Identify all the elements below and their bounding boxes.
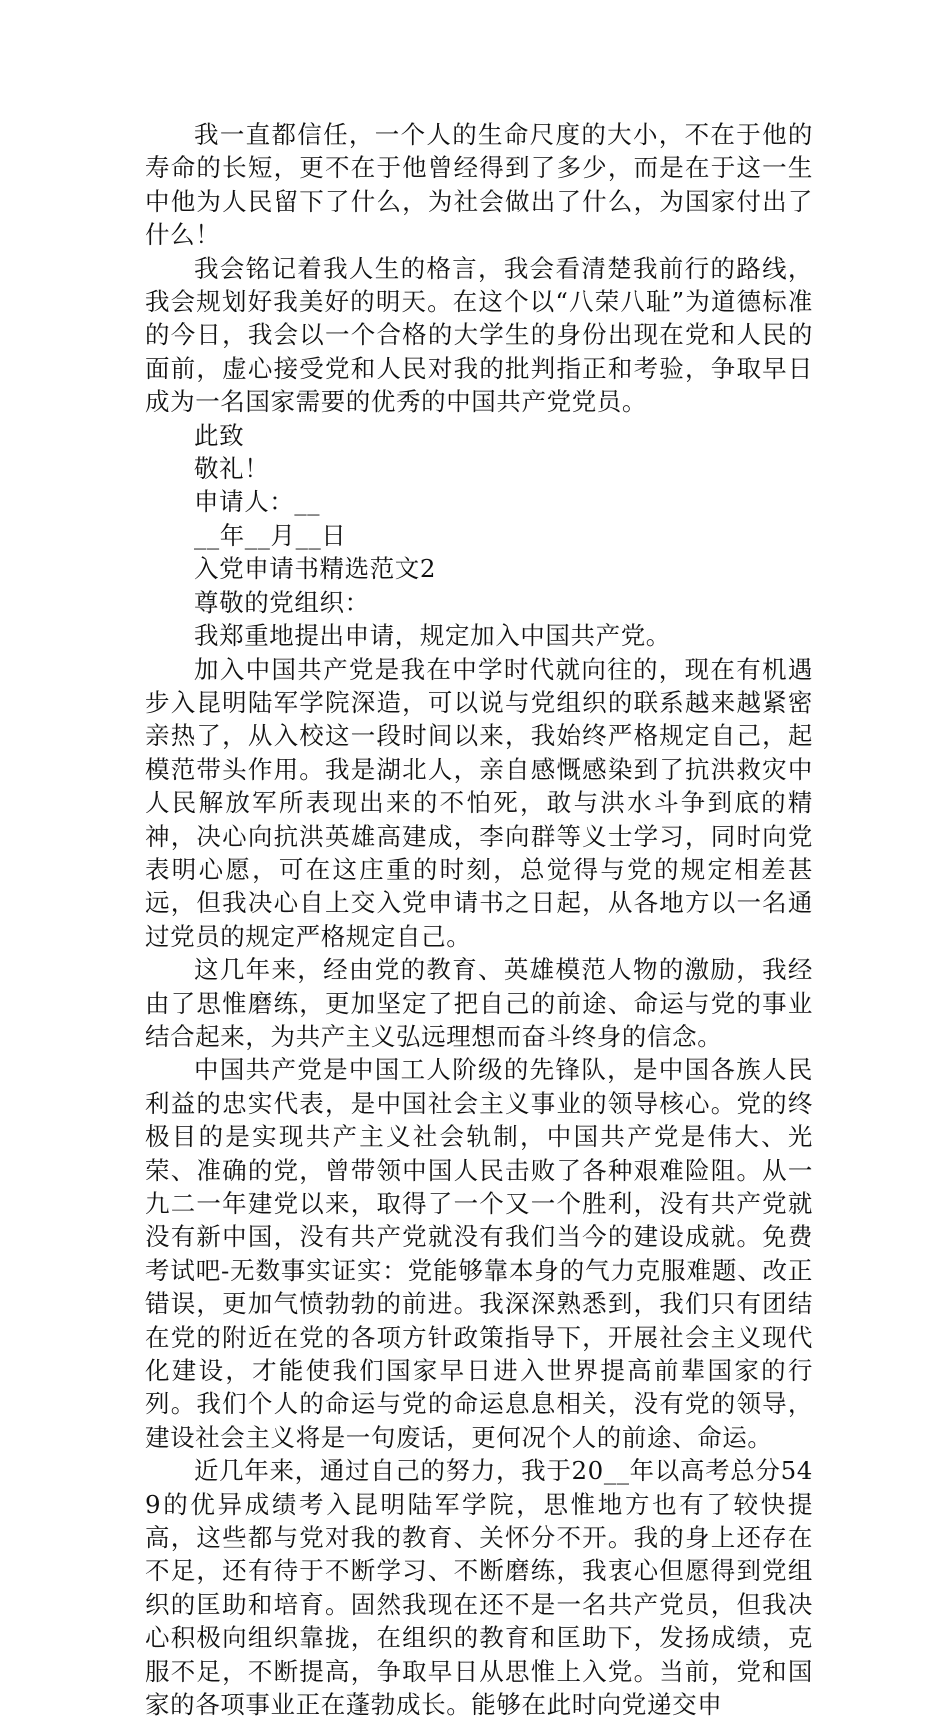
paragraph-motto: 我会铭记着我人生的格言，我会看清楚我前行的路线，我会规划好我美好的明天。在这个以“八荣八耻”为道德标准的今日，我会以一个合格的大学生的身份出现在党和人民的面前，虚心接受党和人民对我的批判指正和考验，争取早日成为一名国家需要的优秀的中国共产党党员。 [145, 253, 813, 417]
paragraph-application: 我郑重地提出申请，规定加入中国共产党。 [194, 621, 671, 651]
paragraph-education: 这几年来，经由党的教育、英雄模范人物的激励，我经由了思惟磨练，更加坚定了把自己的前途、命运与党的事业结合起来，为共产主义弘远理想而奋斗终身的信念。 [145, 955, 813, 1051]
applicant-line: 申请人：__ [194, 487, 321, 517]
document-body [145, 118, 813, 1722]
paragraph-party-intro: 中国共产党是中国工人阶级的先锋队，是中国各族人民利益的忠实代表，是中国社会主义事业的领导核心。党的终极目的是实现共产主义社会轨制，中国共产党是伟大、光荣、准确的党，曾带领中国人民击败了各种艰难险阻。从一九二一年建党以来，取得了一个又一个胜利，没有共产党就没有新中国，没有共产党就没有我们当今的建设成就。免费考试吧-无数事实证实：党能够靠本身的气力克服难题、改正错误，更加气愤勃勃的前进。我深深熟悉到，我们只有团结在党的附近在党的各项方针政策指导下，开展社会主义现代化建设，才能使我们国家早日进入世界提高前辈国家的行列。我们个人的命运与党的命运息息相关，没有党的领导，建设社会主义将是一句废话，更何况个人的前途、命运。 [145, 1055, 813, 1452]
paragraph-life-value: 我一直都信任，一个人的生命尺度的大小，不在于他的寿命的长短，更不在于他曾经得到了多少，而是在于这一生中他为人民留下了什么，为社会做出了什么，为国家付出了什么！ [145, 120, 813, 250]
date-line: __年__月__日 [194, 520, 347, 550]
closing-regards: 敬礼！ [194, 454, 270, 484]
paragraph-recent-years: 近几年来，通过自己的努力，我于20__年以高考总分549的优异成绩考入昆明陆军学院，思惟地方也有了较快提高，这些都与党对我的教育、关怀分不开。我的身上还存在不足，还有待于不断学习、不断磨练，我衷心但愿得到党组织的匡助和培育。固然我现在还不是一名共产党员，但我决心积极向组织靠拢，在组织的教育和匡助下，发扬成绩，克服不足，不断提高，争取早日从思惟上入党。当前，党和国家的各项事业正在蓬勃成长。能够在此时向党递交申 [145, 1456, 813, 1720]
paragraph-aspiration: 加入中国共产党是我在中学时代就向往的，现在有机遇步入昆明陆军学院深造，可以说与党组织的联系越来越紧密亲热了，从入校这一段时间以来，我始终严格规定自己，起模范带头作用。我是湖北人，亲自感慨感染到了抗洪救灾中人民解放军所表现出来的不怕死，敢与洪水斗争到底的精神，决心向抗洪英雄高建成，李向群等义士学习，同时向党表明心愿，可在这庄重的时刻，总觉得与党的规定相差甚远，但我决心自上交入党申请书之日起，从各地方以一名通过党员的规定严格规定自己。 [145, 654, 813, 951]
greeting-line: 尊敬的党组织： [194, 587, 370, 617]
section-title: 入党申请书精选范文2 [194, 554, 437, 584]
closing-salutation: 此致 [194, 420, 245, 450]
